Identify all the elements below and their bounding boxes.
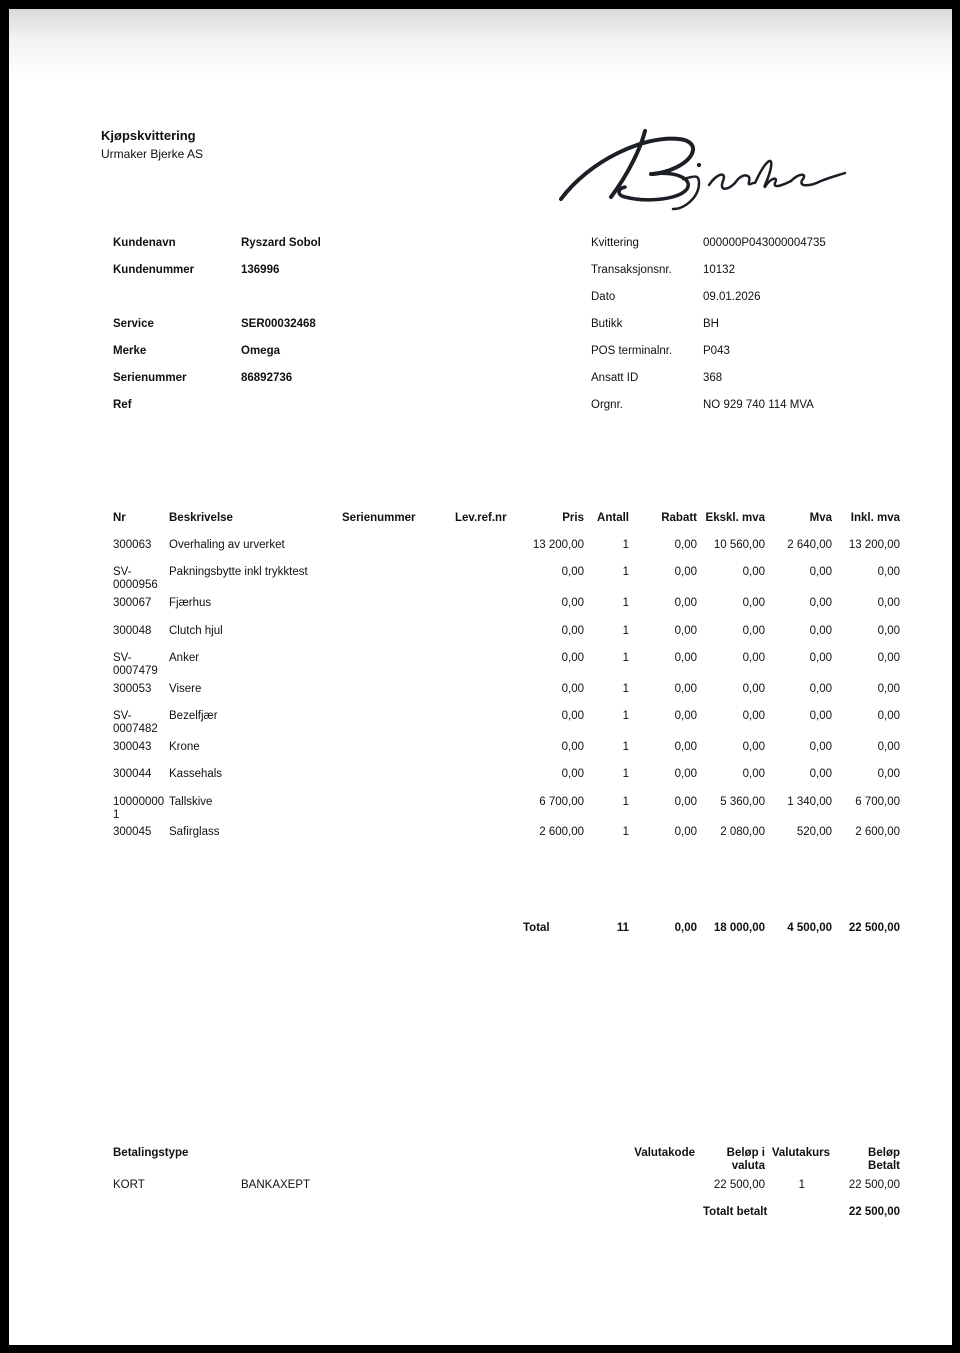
service-value: SER00032468 [241, 318, 316, 330]
item-description: Anker [169, 652, 200, 664]
transaction-value: 10132 [703, 264, 735, 276]
payment-type-header: Betalingstype [113, 1147, 189, 1159]
item-nr: 300045 [113, 826, 152, 838]
item-discount: 0,00 [674, 826, 697, 838]
item-description: Safirglass [169, 826, 220, 838]
total-qty: 11 [616, 922, 629, 934]
item-qty: 1 [622, 768, 629, 780]
item-ex-vat: 0,00 [742, 710, 765, 722]
amount-paid-header: Beløp Betalt [868, 1147, 900, 1172]
payment-amount-paid: 22 500,00 [848, 1179, 900, 1191]
item-ex-vat: 0,00 [742, 768, 765, 780]
total-incl-vat: 22 500,00 [848, 922, 900, 934]
employee-value: 368 [703, 372, 723, 384]
item-qty: 1 [622, 566, 629, 578]
item-ex-vat: 0,00 [742, 566, 765, 578]
item-discount: 0,00 [674, 768, 697, 780]
item-vat: 520,00 [796, 826, 832, 838]
item-qty: 1 [622, 597, 629, 609]
top-shadow [9, 9, 952, 79]
item-discount: 0,00 [674, 652, 697, 664]
item-price: 0,00 [561, 683, 584, 695]
item-description: Overhaling av urverket [169, 539, 285, 551]
item-qty: 1 [622, 826, 629, 838]
date-value: 09.01.2026 [703, 291, 761, 303]
item-description: Fjærhus [169, 597, 212, 609]
item-description: Kassehals [169, 768, 223, 780]
receipt-page [9, 9, 952, 1345]
item-ex-vat: 0,00 [742, 741, 765, 753]
col-description: Beskrivelse [169, 512, 233, 524]
item-nr: 10000000 1 [113, 796, 165, 821]
total-ex-vat: 18 000,00 [713, 922, 765, 934]
item-nr: 300053 [113, 683, 152, 695]
receipt-label: Kvittering [591, 237, 639, 249]
item-description: Visere [169, 683, 202, 695]
item-discount: 0,00 [674, 683, 697, 695]
item-discount: 0,00 [674, 597, 697, 609]
item-discount: 0,00 [674, 566, 697, 578]
col-nr: Nr [113, 512, 126, 524]
payment-type: KORT [113, 1179, 145, 1191]
item-qty: 1 [622, 625, 629, 637]
item-ex-vat: 0,00 [742, 683, 765, 695]
document-title: Kjøpskvittering [101, 128, 196, 143]
item-ex-vat: 2 080,00 [720, 826, 765, 838]
item-nr: SV- 0007479 [113, 652, 158, 677]
pos-value: P043 [703, 345, 730, 357]
customer-name-label: Kundenavn [113, 237, 176, 249]
item-price: 0,00 [561, 625, 584, 637]
item-nr: 300043 [113, 741, 152, 753]
item-nr: 300067 [113, 597, 152, 609]
ref-label: Ref [113, 399, 132, 411]
item-nr: 300063 [113, 539, 152, 551]
item-incl-vat: 0,00 [877, 683, 900, 695]
item-price: 2 600,00 [539, 826, 584, 838]
item-ex-vat: 0,00 [742, 652, 765, 664]
col-price: Pris [562, 512, 584, 524]
item-description: Bezelfjær [169, 710, 218, 722]
item-price: 0,00 [561, 597, 584, 609]
date-label: Dato [591, 291, 616, 303]
total-vat: 4 500,00 [787, 922, 832, 934]
total-label: Total [523, 922, 550, 934]
item-vat: 0,00 [809, 741, 832, 753]
col-levref: Lev.ref.nr [455, 512, 507, 524]
item-price: 0,00 [561, 741, 584, 753]
serial-value: 86892736 [241, 372, 293, 384]
payment-exchange-rate: 1 [798, 1179, 805, 1191]
item-description: Tallskive [169, 796, 213, 808]
item-incl-vat: 0,00 [877, 597, 900, 609]
item-vat: 0,00 [809, 597, 832, 609]
item-qty: 1 [622, 539, 629, 551]
bjerke-logo [559, 121, 849, 213]
item-description: Pakningsbytte inkl trykktest [169, 566, 308, 578]
item-incl-vat: 0,00 [877, 710, 900, 722]
item-incl-vat: 0,00 [877, 768, 900, 780]
item-qty: 1 [622, 741, 629, 753]
item-qty: 1 [622, 652, 629, 664]
col-discount: Rabatt [661, 512, 697, 524]
item-incl-vat: 13 200,00 [848, 539, 900, 551]
item-incl-vat: 0,00 [877, 566, 900, 578]
item-discount: 0,00 [674, 625, 697, 637]
orgnr-value: NO 929 740 114 MVA [703, 399, 814, 411]
total-discount: 0,00 [674, 922, 697, 934]
col-serial: Serienummer [342, 512, 416, 524]
item-incl-vat: 0,00 [877, 741, 900, 753]
col-ex-vat: Ekskl. mva [705, 512, 765, 524]
total-paid-label: Totalt betalt [703, 1206, 768, 1218]
service-label: Service [113, 318, 154, 330]
payment-amount-currency: 22 500,00 [713, 1179, 765, 1191]
item-nr: 300048 [113, 625, 152, 637]
col-incl-vat: Inkl. mva [850, 512, 900, 524]
item-description: Clutch hjul [169, 625, 223, 637]
serial-label: Serienummer [113, 372, 187, 384]
employee-label: Ansatt ID [591, 372, 639, 384]
item-incl-vat: 0,00 [877, 652, 900, 664]
item-incl-vat: 6 700,00 [855, 796, 900, 808]
item-qty: 1 [622, 796, 629, 808]
item-price: 0,00 [561, 710, 584, 722]
item-incl-vat: 0,00 [877, 625, 900, 637]
item-vat: 0,00 [809, 652, 832, 664]
item-vat: 0,00 [809, 566, 832, 578]
store-value: BH [703, 318, 719, 330]
item-ex-vat: 0,00 [742, 625, 765, 637]
customer-number-value: 136996 [241, 264, 280, 276]
store-label: Butikk [591, 318, 623, 330]
item-ex-vat: 10 560,00 [713, 539, 765, 551]
company-name: Urmaker Bjerke AS [101, 147, 204, 161]
exchange-rate-header: Valutakurs [771, 1147, 830, 1159]
item-ex-vat: 5 360,00 [720, 796, 765, 808]
total-paid-value: 22 500,00 [848, 1206, 900, 1218]
item-nr: 300044 [113, 768, 152, 780]
brand-label: Merke [113, 345, 147, 357]
transaction-label: Transaksjonsnr. [591, 264, 672, 276]
item-discount: 0,00 [674, 539, 697, 551]
item-price: 13 200,00 [532, 539, 584, 551]
item-price: 6 700,00 [539, 796, 584, 808]
pos-label: POS terminalnr. [591, 345, 673, 357]
item-qty: 1 [622, 710, 629, 722]
amount-currency-header: Beløp i valuta [726, 1147, 765, 1172]
customer-name-value: Ryszard Sobol [241, 237, 321, 249]
item-description: Krone [169, 741, 200, 753]
item-price: 0,00 [561, 652, 584, 664]
currency-code-header: Valutakode [634, 1147, 695, 1159]
item-vat: 0,00 [809, 710, 832, 722]
brand-value: Omega [241, 345, 280, 357]
item-discount: 0,00 [674, 741, 697, 753]
item-nr: SV- 0000956 [113, 566, 158, 591]
item-ex-vat: 0,00 [742, 597, 765, 609]
item-vat: 0,00 [809, 768, 832, 780]
orgnr-label: Orgnr. [591, 399, 623, 411]
item-nr: SV- 0007482 [113, 710, 158, 735]
item-vat: 0,00 [809, 625, 832, 637]
item-price: 0,00 [561, 566, 584, 578]
item-incl-vat: 2 600,00 [855, 826, 900, 838]
item-price: 0,00 [561, 768, 584, 780]
item-discount: 0,00 [674, 796, 697, 808]
payment-method: BANKAXEPT [241, 1179, 311, 1191]
col-vat: Mva [809, 512, 832, 524]
item-qty: 1 [622, 683, 629, 695]
item-vat: 0,00 [809, 683, 832, 695]
col-qty: Antall [597, 512, 629, 524]
item-discount: 0,00 [674, 710, 697, 722]
customer-number-label: Kundenummer [113, 264, 195, 276]
receipt-value: 000000P043000004735 [703, 237, 826, 249]
item-vat: 1 340,00 [787, 796, 832, 808]
item-vat: 2 640,00 [787, 539, 832, 551]
